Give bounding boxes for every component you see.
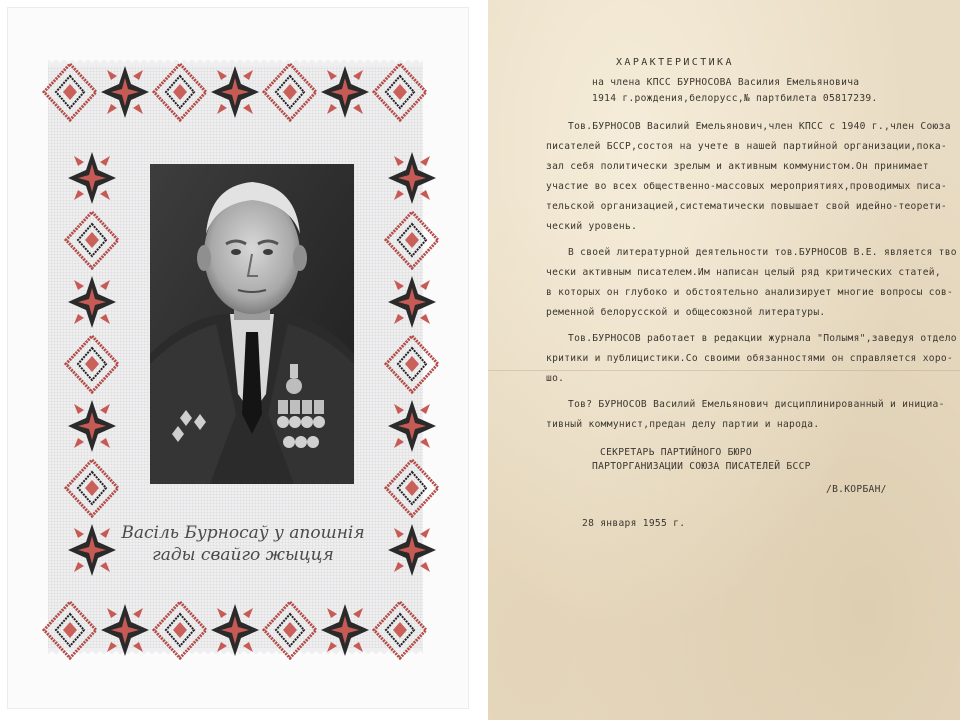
body-line: Тов.БУРНОСОВ работает в редакции журнала "Полымя",заведуя отдело (568, 333, 957, 344)
caption-line-1: Васіль Бурносаў у апошнія (121, 523, 365, 543)
body-line: тельской организацией,систематически повышает свой идейно-теорети- (546, 201, 948, 212)
left-page (0, 0, 478, 720)
document-title: ХАРАКТЕРИСТИКА (616, 57, 734, 68)
top-ornament-band (42, 60, 430, 124)
body-line: критики и публицистики.Со своими обязанностями он справляется хоро- (546, 353, 954, 364)
caption-line-2: гады свайго жыцця (152, 545, 334, 565)
signature-title-line-2: ПАРТОРГАНИЗАЦИИ СОЮЗА ПИСАТЕЛЕЙ БССР (592, 461, 811, 472)
typed-document-page (488, 0, 960, 720)
body-line: ременной белорусской и общесоюзной литературы. (546, 307, 826, 318)
body-line: в которых он глубоко и обстоятельно анализирует многие вопросы сов- (546, 287, 954, 298)
body-line: Тов? БУРНОСОВ Василий Емельянович дисциплинированный и инициа- (568, 399, 945, 410)
body-line: тивный коммунист,предан делу партии и народа. (546, 419, 820, 430)
body-line: ческий уровень. (546, 221, 638, 232)
body-line: писателей БССР,состоя на учете в нашей партийной организации,пока- (546, 141, 948, 152)
subtitle-line-1: на члена КПСС БУРНОСОВА Василия Емельяновича (592, 77, 860, 88)
body-line: зал себя политически зрелым и активным коммунистом.Он принимает (546, 161, 929, 172)
portrait-photo (150, 164, 354, 484)
body-line: шо. (546, 373, 565, 384)
bottom-ornament-band (42, 598, 430, 662)
right-ornament-band (382, 148, 442, 588)
paper-fold (488, 370, 960, 371)
body-line: Тов.БУРНОСОВ Василий Емельянович,член КПСС с 1940 г.,член Союза (568, 121, 951, 132)
body-line: В своей литературной деятельности тов.БУРНОСОВ В.Е. является тво (568, 247, 957, 258)
photo-caption (108, 522, 378, 566)
subtitle-line-2: 1914 г.рождения,белорусс,№ партбилета 05817239. (592, 93, 878, 104)
signature-title-line-1: СЕКРЕТАРЬ ПАРТИЙНОГО БЮРО (600, 447, 752, 458)
document-date: 28 января 1955 г. (582, 518, 686, 529)
body-line: участие во всех общественно-массовых мероприятиях,проводимых писа- (546, 181, 948, 192)
signer-name: /В.КОРБАН/ (826, 484, 887, 495)
body-line: чески активным писателем.Им написан целый ряд критических статей, (546, 267, 941, 278)
